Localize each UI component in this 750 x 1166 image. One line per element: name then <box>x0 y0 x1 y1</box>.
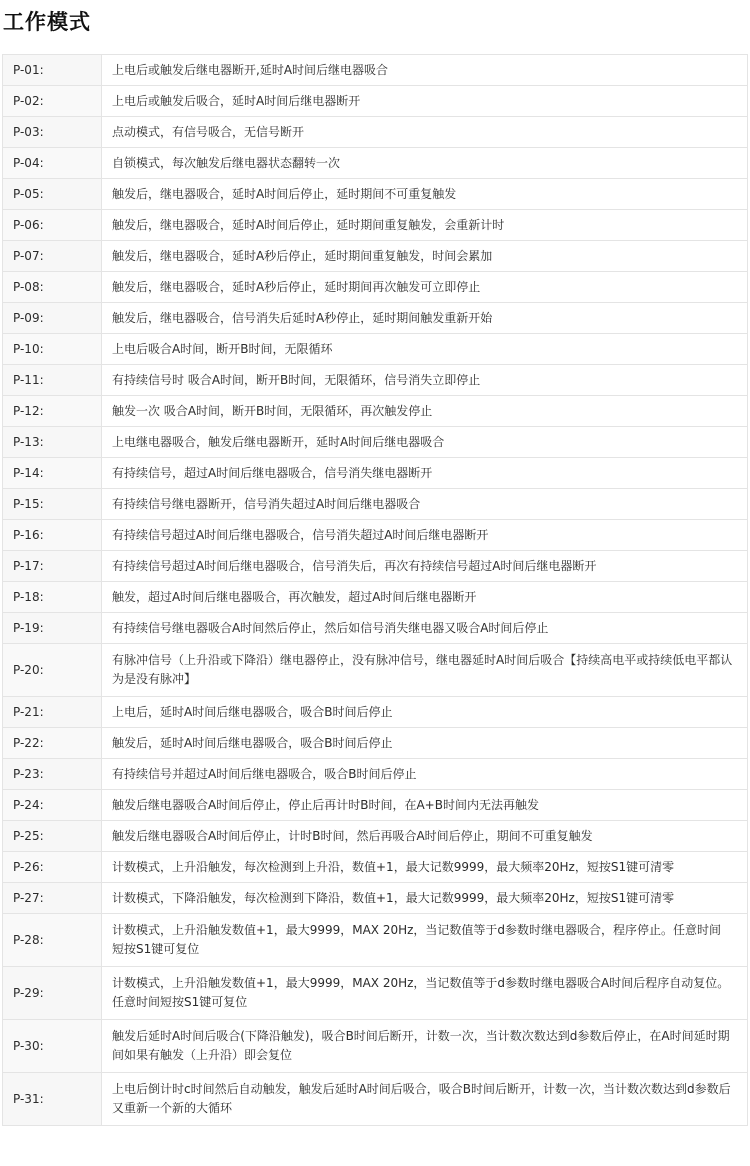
table-row <box>3 396 748 427</box>
mode-description: 上电后或触发后吸合，延时A时间后继电器断开 <box>102 86 748 117</box>
table-row <box>3 427 748 458</box>
table-row <box>3 790 748 821</box>
mode-description: 上电后吸合A时间，断开B时间，无限循环 <box>102 334 748 365</box>
mode-description: 触发后，继电器吸合，延时A时间后停止，延时期间重复触发，会重新计时 <box>102 210 748 241</box>
mode-code: P-24: <box>3 790 102 821</box>
mode-description: 有持续信号继电器断开，信号消失超过A时间后继电器吸合 <box>102 489 748 520</box>
mode-description: 触发后，继电器吸合，信号消失后延时A秒停止，延时期间触发重新开始 <box>102 303 748 334</box>
mode-table-body <box>3 55 748 1126</box>
table-row <box>3 458 748 489</box>
mode-description: 上电后倒计时c时间然后自动触发，触发后延时A时间后吸合，吸合B时间后断开，计数一次，当计数次数达到d参数后又重新一个新的大循环 <box>102 1073 748 1126</box>
table-row <box>3 272 748 303</box>
table-row <box>3 644 748 697</box>
table-row <box>3 148 748 179</box>
table-row <box>3 117 748 148</box>
mode-description: 有持续信号，超过A时间后继电器吸合，信号消失继电器断开 <box>102 458 748 489</box>
mode-code: P-19: <box>3 613 102 644</box>
table-row <box>3 582 748 613</box>
mode-description: 触发后，继电器吸合，延时A秒后停止，延时期间重复触发，时间会累加 <box>102 241 748 272</box>
mode-code: P-09: <box>3 303 102 334</box>
mode-code: P-13: <box>3 427 102 458</box>
mode-code: P-25: <box>3 821 102 852</box>
table-row <box>3 759 748 790</box>
table-row <box>3 613 748 644</box>
mode-code: P-17: <box>3 551 102 582</box>
mode-code: P-02: <box>3 86 102 117</box>
mode-code: P-14: <box>3 458 102 489</box>
table-row <box>3 365 748 396</box>
table-row <box>3 241 748 272</box>
table-row <box>3 303 748 334</box>
table-row <box>3 914 748 967</box>
mode-table <box>2 54 748 1126</box>
mode-description: 触发一次 吸合A时间，断开B时间，无限循环，再次触发停止 <box>102 396 748 427</box>
mode-description: 触发后，继电器吸合，延时A秒后停止，延时期间再次触发可立即停止 <box>102 272 748 303</box>
mode-code: P-10: <box>3 334 102 365</box>
mode-code: P-04: <box>3 148 102 179</box>
table-row <box>3 852 748 883</box>
table-row <box>3 86 748 117</box>
mode-description: 触发后，延时A时间后继电器吸合，吸合B时间后停止 <box>102 728 748 759</box>
mode-code: P-03: <box>3 117 102 148</box>
mode-code: P-26: <box>3 852 102 883</box>
mode-code: P-15: <box>3 489 102 520</box>
mode-code: P-31: <box>3 1073 102 1126</box>
mode-code: P-20: <box>3 644 102 697</box>
mode-code: P-30: <box>3 1020 102 1073</box>
mode-description: 计数模式，上升沿触发数值+1，最大9999，MAX 20Hz，当记数值等于d参数时继电器吸合，程序停止。任意时间短按S1键可复位 <box>102 914 748 967</box>
table-row <box>3 210 748 241</box>
mode-description: 上电后或触发后继电器断开,延时A时间后继电器吸合 <box>102 55 748 86</box>
mode-description: 上电继电器吸合，触发后继电器断开，延时A时间后继电器吸合 <box>102 427 748 458</box>
table-row <box>3 883 748 914</box>
mode-code: P-06: <box>3 210 102 241</box>
mode-code: P-28: <box>3 914 102 967</box>
table-row <box>3 697 748 728</box>
mode-description: 计数模式，上升沿触发，每次检测到上升沿，数值+1，最大记数9999，最大频率20Hz，短按S1键可清零 <box>102 852 748 883</box>
table-row <box>3 551 748 582</box>
mode-code: P-11: <box>3 365 102 396</box>
mode-code: P-27: <box>3 883 102 914</box>
table-row <box>3 55 748 86</box>
mode-code: P-23: <box>3 759 102 790</box>
mode-code: P-22: <box>3 728 102 759</box>
mode-description: 触发，超过A时间后继电器吸合，再次触发，超过A时间后继电器断开 <box>102 582 748 613</box>
table-row <box>3 334 748 365</box>
table-row <box>3 967 748 1020</box>
table-row <box>3 520 748 551</box>
table-row <box>3 728 748 759</box>
mode-description: 有持续信号超过A时间后继电器吸合，信号消失后，再次有持续信号超过A时间后继电器断开 <box>102 551 748 582</box>
table-row <box>3 1073 748 1126</box>
mode-description: 计数模式，上升沿触发数值+1，最大9999，MAX 20Hz，当记数值等于d参数时继电器吸合A时间后程序自动复位。任意时间短按S1键可复位 <box>102 967 748 1020</box>
page-title: 工作模式 <box>3 10 91 34</box>
mode-description: 有持续信号继电器吸合A时间然后停止，然后如信号消失继电器又吸合A时间后停止 <box>102 613 748 644</box>
mode-code: P-12: <box>3 396 102 427</box>
mode-code: P-29: <box>3 967 102 1020</box>
mode-code: P-16: <box>3 520 102 551</box>
mode-description: 触发后延时A时间后吸合(下降沿触发)，吸合B时间后断开，计数一次，当计数次数达到d参数后停止，在A时间延时期间如果有触发（上升沿）即会复位 <box>102 1020 748 1073</box>
table-row <box>3 821 748 852</box>
mode-description: 自锁模式，每次触发后继电器状态翻转一次 <box>102 148 748 179</box>
mode-description: 有持续信号并超过A时间后继电器吸合，吸合B时间后停止 <box>102 759 748 790</box>
mode-description: 有持续信号超过A时间后继电器吸合，信号消失超过A时间后继电器断开 <box>102 520 748 551</box>
table-row <box>3 179 748 210</box>
mode-description: 触发后，继电器吸合，延时A时间后停止，延时期间不可重复触发 <box>102 179 748 210</box>
mode-code: P-01: <box>3 55 102 86</box>
mode-description: 有脉冲信号（上升沿或下降沿）继电器停止，没有脉冲信号，继电器延时A时间后吸合【持续高电平或持续低电平都认为是没有脉冲】 <box>102 644 748 697</box>
mode-code: P-05: <box>3 179 102 210</box>
mode-description: 计数模式，下降沿触发，每次检测到下降沿，数值+1，最大记数9999，最大频率20Hz，短按S1键可清零 <box>102 883 748 914</box>
mode-code: P-07: <box>3 241 102 272</box>
mode-description: 上电后，延时A时间后继电器吸合，吸合B时间后停止 <box>102 697 748 728</box>
mode-description: 触发后继电器吸合A时间后停止，计时B时间，然后再吸合A时间后停止，期间不可重复触发 <box>102 821 748 852</box>
table-row <box>3 489 748 520</box>
mode-code: P-08: <box>3 272 102 303</box>
mode-description: 点动模式，有信号吸合，无信号断开 <box>102 117 748 148</box>
table-row <box>3 1020 748 1073</box>
mode-description: 触发后继电器吸合A时间后停止，停止后再计时B时间，在A+B时间内无法再触发 <box>102 790 748 821</box>
mode-description: 有持续信号时 吸合A时间，断开B时间，无限循环，信号消失立即停止 <box>102 365 748 396</box>
mode-code: P-21: <box>3 697 102 728</box>
mode-code: P-18: <box>3 582 102 613</box>
